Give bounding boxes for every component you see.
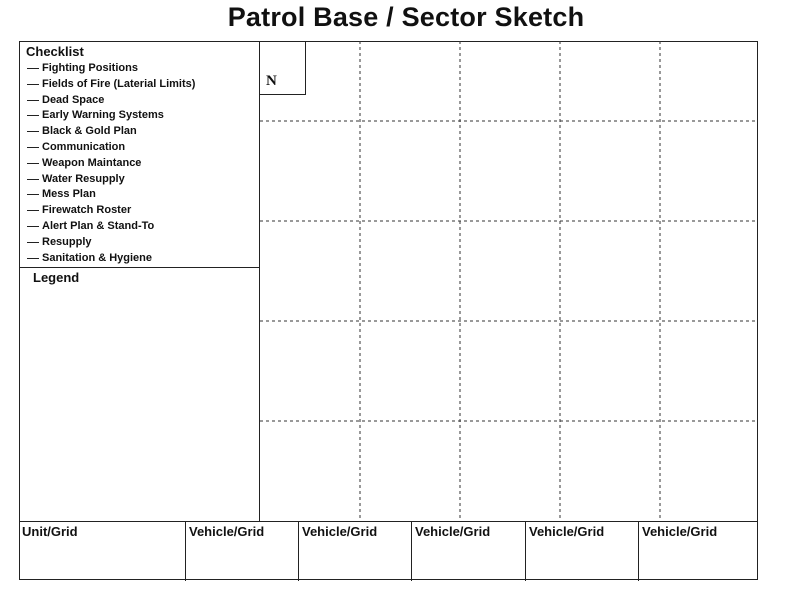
checklist-title: Checklist (26, 44, 84, 59)
vehicle-grid-cell[interactable] (299, 522, 412, 581)
checklist-item[interactable]: Firewatch Roster (27, 203, 195, 219)
checklist-item[interactable]: Communication (27, 140, 195, 156)
north-label: N (266, 73, 277, 89)
checklist-items (27, 61, 195, 266)
vehicle-grid-label: Vehicle/Grid (642, 524, 718, 539)
checkbox-blank[interactable] (27, 100, 39, 101)
unit-grid-label: Unit/Grid (22, 524, 78, 539)
page-title: Patrol Base / Sector Sketch (227, 2, 585, 32)
vehicle-grid-label: Vehicle/Grid (302, 524, 378, 539)
vehicle-grid-label: Vehicle/Grid (415, 524, 491, 539)
vehicle-grid-cell[interactable] (639, 522, 758, 581)
checklist-item[interactable]: Sanitation & Hygiene (27, 251, 195, 267)
legend-box[interactable] (19, 268, 260, 521)
checkbox-blank[interactable] (27, 258, 39, 259)
checkbox-blank[interactable] (27, 179, 39, 180)
vehicle-grid-cell[interactable] (526, 522, 639, 581)
checkbox-blank[interactable] (27, 84, 39, 85)
checklist-item[interactable]: Water Resupply (27, 172, 195, 188)
checklist-item[interactable]: Dead Space (27, 93, 195, 109)
checkbox-blank[interactable] (27, 242, 39, 243)
checkbox-blank[interactable] (27, 147, 39, 148)
checklist-item[interactable]: Alert Plan & Stand-To (27, 219, 195, 235)
unit-vehicle-grid-row (19, 521, 758, 580)
checkbox-blank[interactable] (27, 194, 39, 195)
checklist-item[interactable]: Early Warning Systems (27, 108, 195, 124)
checkbox-blank[interactable] (27, 115, 39, 116)
vehicle-grid-cell[interactable] (412, 522, 526, 581)
vehicle-grid-label: Vehicle/Grid (529, 524, 605, 539)
checkbox-blank[interactable] (27, 68, 39, 69)
legend-title: Legend (33, 270, 80, 285)
north-arrow-box (260, 41, 306, 95)
checklist-item[interactable]: Weapon Maintance (27, 156, 195, 172)
checklist-item[interactable]: Fields of Fire (Laterial Limits) (27, 77, 195, 93)
checklist-item[interactable]: Black & Gold Plan (27, 124, 195, 140)
checklist-item[interactable]: Resupply (27, 235, 195, 251)
checklist-item[interactable]: Fighting Positions (27, 61, 195, 77)
checkbox-blank[interactable] (27, 210, 39, 211)
checkbox-blank[interactable] (27, 131, 39, 132)
vehicle-grid-label: Vehicle/Grid (189, 524, 265, 539)
checkbox-blank[interactable] (27, 163, 39, 164)
checklist-item[interactable]: Mess Plan (27, 187, 195, 203)
checkbox-blank[interactable] (27, 226, 39, 227)
checklist-box (19, 41, 260, 268)
vehicle-grid-cell[interactable] (186, 522, 299, 581)
unit-grid-cell[interactable] (19, 522, 186, 581)
